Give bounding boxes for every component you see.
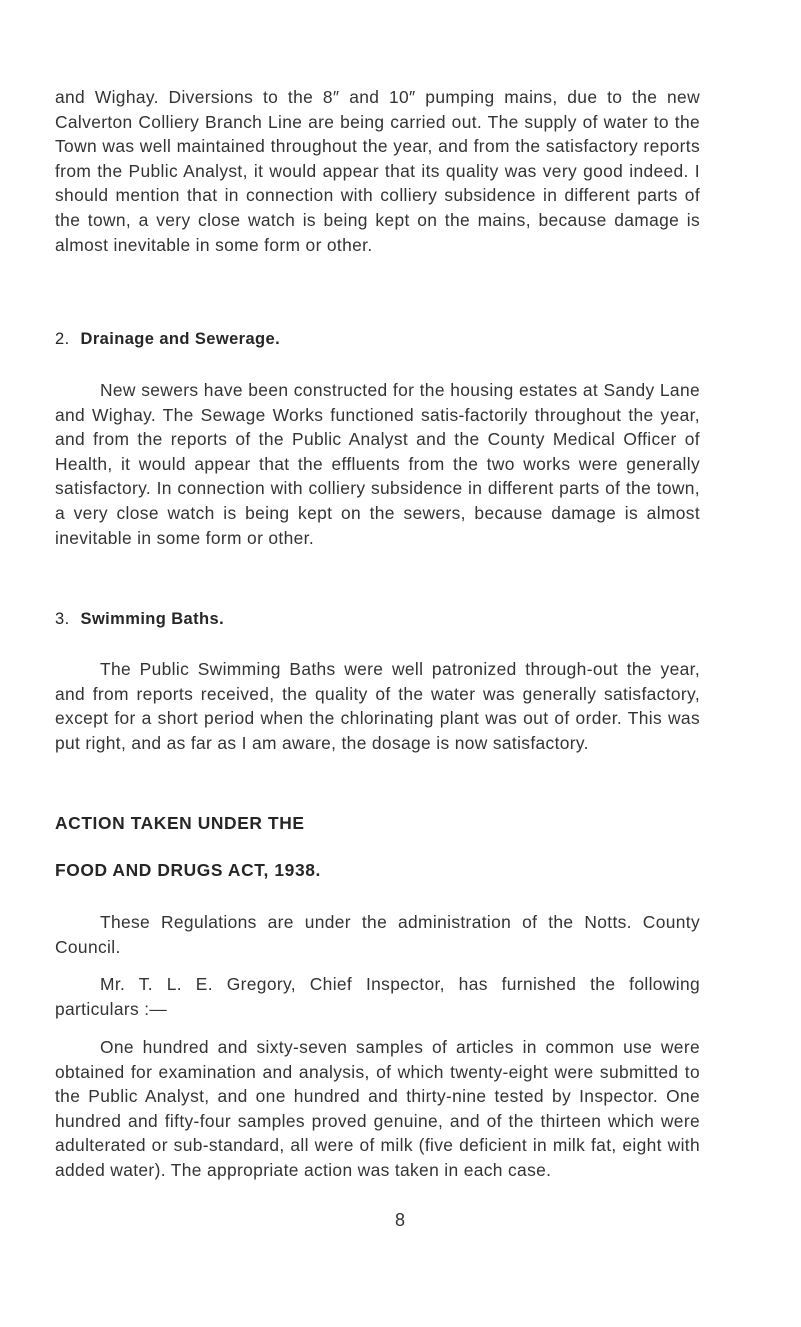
section-title: Swimming Baths. — [80, 610, 225, 628]
heading-action-line-2: FOOD AND DRUGS ACT, 1938. — [55, 860, 321, 880]
paragraph-chief-inspector: Mr. T. L. E. Gregory, Chief Inspector, has furnished the following particulars :— — [55, 974, 700, 1019]
heading-action-line-1: ACTION TAKEN UNDER THE — [55, 813, 305, 833]
paragraph-swimming-baths: The Public Swimming Baths were well patronized through-out the year, and from reports received, the quality of the water was generally satisfactory, except for a short period when the chlorinating plant was out of order. This was put right, and as far as I am aware, the dosage is now satisfactory. — [55, 659, 700, 753]
section-heading-swimming-baths — [55, 610, 224, 629]
paragraph-regulations: These Regulations are under the administration of the Notts. County Council. — [55, 912, 700, 957]
page-number: 8 — [394, 1210, 405, 1230]
section-heading-drainage — [55, 330, 280, 349]
section-number: 3. — [55, 610, 70, 628]
paragraph-water-supply: and Wighay. Diversions to the 8″ and 10″ pumping mains, due to the new Calverton Colliery Branch Line are being carried out. The supply of water to the Town was well maintained throughout the year, and from the satisfactory reports from the Public Analyst, it would appear that its quality was very good indeed. I should mention that in connection with colliery subsidence in different parts of the town, a very close watch is being kept on the mains, because damage is almost inevitable in some form or other. — [55, 87, 700, 255]
section-number: 2. — [55, 330, 70, 348]
paragraph-samples: One hundred and sixty-seven samples of articles in common use were obtained for examination and analysis, of which twenty-eight were submitted to the Public Analyst, and one hundred and thirty-nine tested by Inspector. One hundred and fifty-four samples proved genuine, and of the thirteen which were adulterated or sub-standard, all were of milk (five deficient in milk fat, eight with added water). The appropriate action was taken in each case. — [55, 1037, 700, 1180]
section-title: Drainage and Sewerage. — [80, 330, 281, 348]
paragraph-drainage: New sewers have been constructed for the housing estates at Sandy Lane and Wighay. The Sewage Works functioned satis-factorily throughout the year, and from the reports of the Public Analyst and the County Medical Officer of Health, it would appear that the effluents from the two works were generally satisfactory. In connection with colliery subsidence in different parts of the town, a very close watch is being kept on the sewers, because damage is almost inevitable in some form or other. — [55, 380, 700, 548]
